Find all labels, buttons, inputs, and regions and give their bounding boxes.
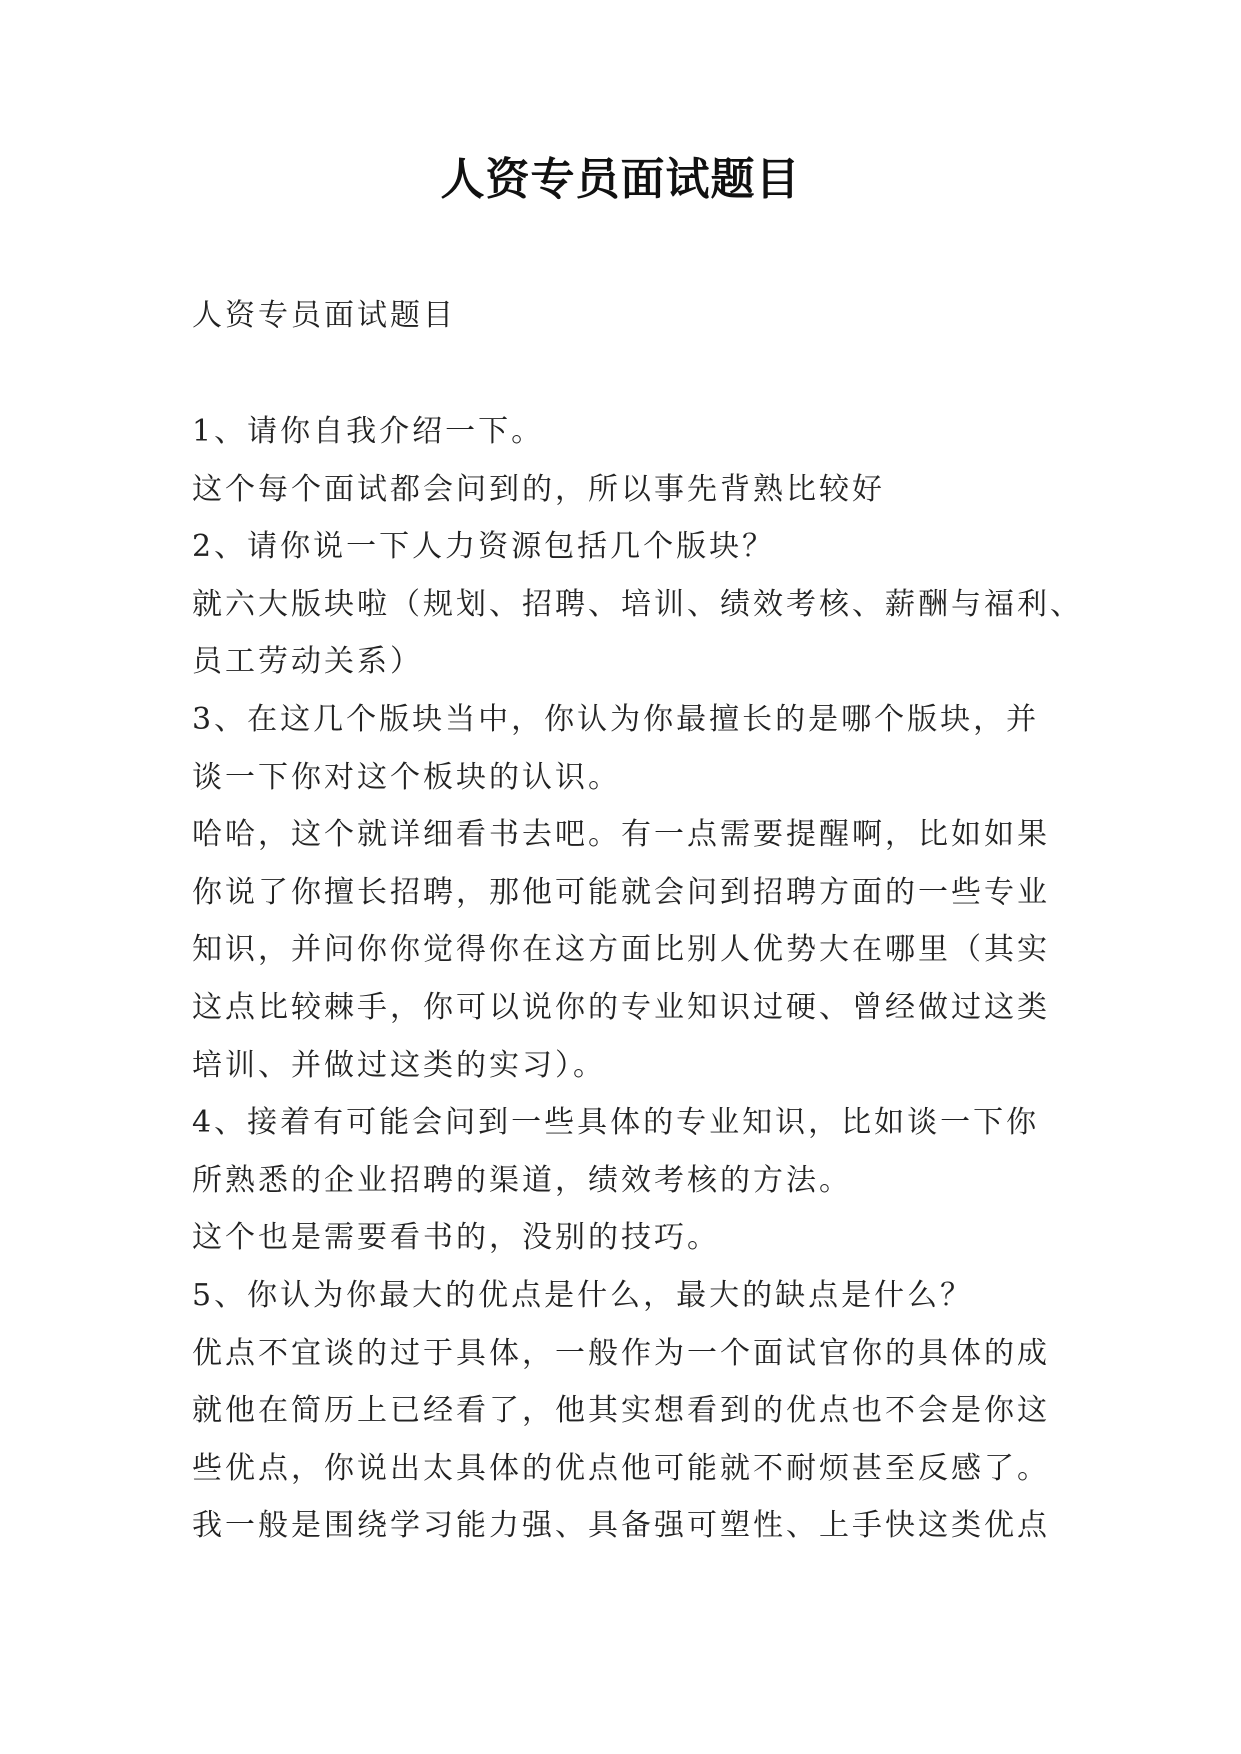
body-line: 就他在简历上已经看了，他其实想看到的优点也不会是你这 (192, 1393, 1050, 1429)
body-line: 4、接着有可能会问到一些具体的专业知识，比如谈一下你 (192, 1105, 1040, 1141)
body-line: 所熟悉的企业招聘的渠道，绩效考核的方法。 (192, 1162, 852, 1198)
body-line: 哈哈，这个就详细看书去吧。有一点需要提醒啊，比如如果 (192, 817, 1050, 853)
body-line: 我一般是围绕学习能力强、具备强可塑性、上手快这类优点 (192, 1508, 1050, 1544)
body-line: 这点比较棘手，你可以说你的专业知识过硬、曾经做过这类 (192, 989, 1050, 1025)
document-subtitle: 人资专员面试题目 (192, 298, 456, 333)
body-line: 这个也是需要看书的，没别的技巧。 (192, 1220, 720, 1256)
body-line: 培训、并做过这类的实习）。 (192, 1047, 606, 1083)
body-line: 些优点，你说出太具体的优点他可能就不耐烦甚至反感了。 (192, 1450, 1050, 1486)
body-line: 就六大版块啦（规划、招聘、培训、绩效考核、薪酬与福利、 (192, 586, 1083, 622)
body-line: 优点不宜谈的过于具体，一般作为一个面试官你的具体的成 (192, 1335, 1050, 1371)
body-line: 员工劳动关系） (192, 644, 423, 680)
body-line: 这个每个面试都会问到的，所以事先背熟比较好 (192, 471, 885, 507)
body-line: 1、请你自我介绍一下。 (192, 414, 545, 449)
page-title: 人资专员面试题目 (440, 154, 801, 205)
body-line: 2、请你说一下人力资源包括几个版块？ (192, 529, 776, 565)
body-line: 知识，并问你你觉得你在这方面比别人优势大在哪里（其实 (192, 932, 1050, 968)
body-line: 谈一下你对这个板块的认识。 (192, 759, 621, 795)
body-line: 3、在这几个版块当中，你认为你最擅长的是哪个版块，并 (192, 701, 1040, 737)
document-body (192, 412, 1092, 1564)
body-line: 5、你认为你最大的优点是什么，最大的缺点是什么？ (192, 1277, 974, 1313)
body-line: 你说了你擅长招聘，那他可能就会问到招聘方面的一些专业 (192, 874, 1050, 910)
